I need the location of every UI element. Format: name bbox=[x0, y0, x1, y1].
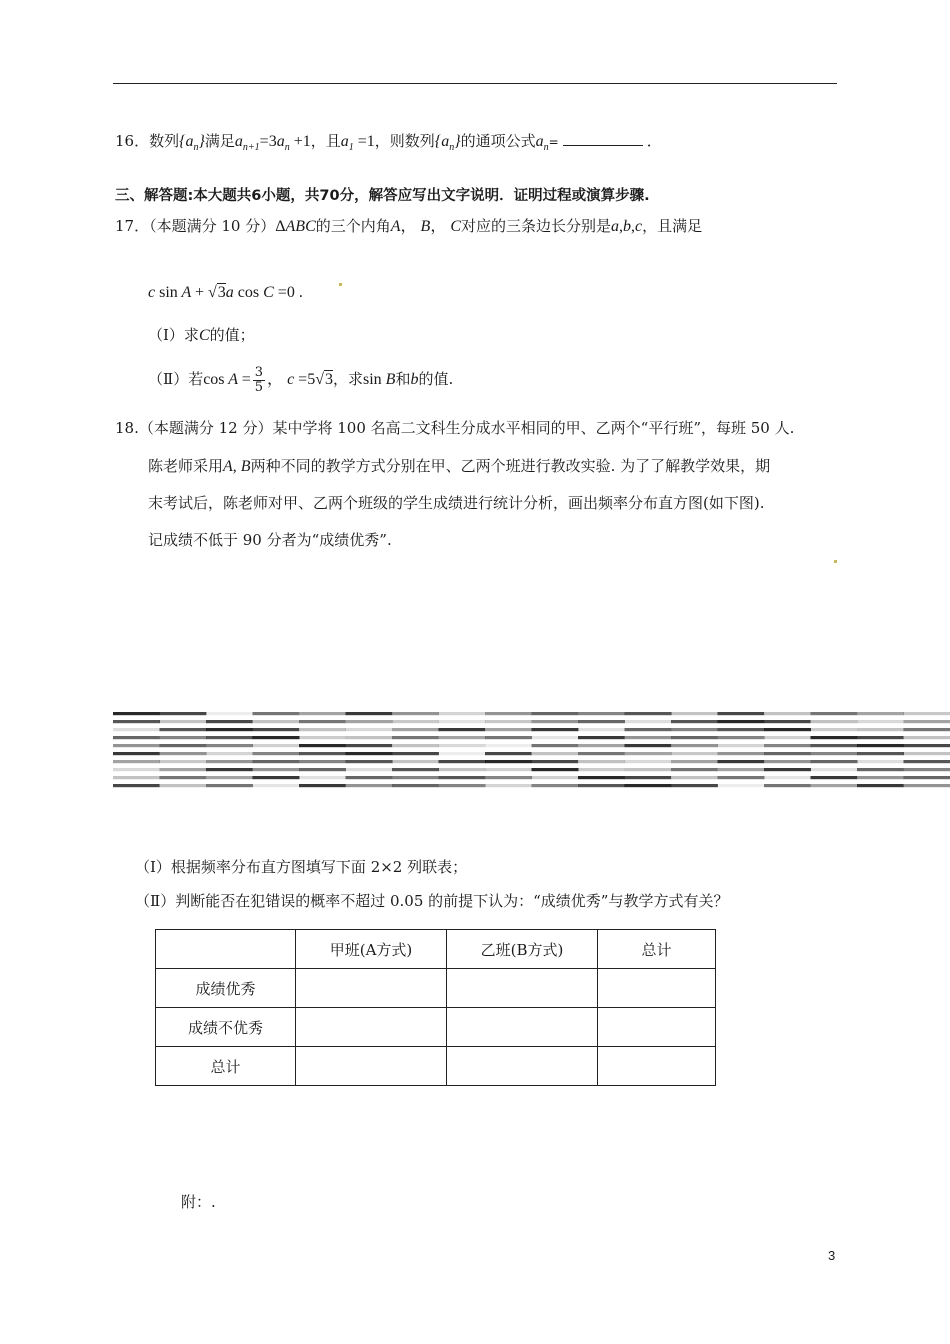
stripe-segment bbox=[532, 760, 579, 763]
stripe-segment bbox=[346, 760, 393, 763]
stripe-segment bbox=[253, 784, 300, 787]
stripe-segment bbox=[299, 712, 346, 715]
stripe-segment bbox=[532, 784, 579, 787]
stripe-segment bbox=[392, 728, 439, 731]
table-header-cell: 总计 bbox=[598, 930, 716, 969]
stray-mark bbox=[339, 283, 342, 286]
math-recurrence: $a_{n+1}=3a_n +1$ bbox=[234, 133, 311, 154]
stripe-segment bbox=[485, 776, 532, 779]
stripe-segment bbox=[299, 760, 346, 763]
stripe-segment bbox=[206, 752, 253, 755]
stripe-segment bbox=[392, 768, 439, 771]
stripe-segment bbox=[625, 712, 672, 715]
stripe-segment bbox=[113, 752, 160, 755]
stripe-segment bbox=[671, 744, 718, 747]
stripe-segment bbox=[532, 768, 579, 771]
stripe-segment bbox=[904, 752, 950, 755]
stripe-segment bbox=[764, 752, 811, 755]
table-cell[interactable] bbox=[296, 1008, 447, 1047]
question-18-line-1: 18.（本题满分 12 分）某中学将 100 名高二文科生分成水平相同的甲、乙两个“平行班”，每班 50 人. bbox=[115, 419, 795, 437]
fraction-3-5: $\frac{3}{5}$ bbox=[254, 364, 264, 395]
stripe-segment bbox=[346, 784, 393, 787]
stripe-segment bbox=[718, 784, 765, 787]
math-angles: A， B， C bbox=[390, 218, 462, 235]
stripe-segment bbox=[532, 752, 579, 755]
stripe-segment bbox=[439, 784, 486, 787]
stripe-segment bbox=[299, 736, 346, 739]
math-triangle: ΔABC bbox=[275, 218, 316, 235]
stripe-segment bbox=[253, 760, 300, 763]
stripe-segment bbox=[206, 720, 253, 723]
stripe-segment bbox=[904, 712, 950, 715]
stripe-segment bbox=[160, 768, 207, 771]
stripe-segment bbox=[485, 712, 532, 715]
stripe-segment bbox=[253, 720, 300, 723]
stripe-segment bbox=[206, 736, 253, 739]
stripe-segment bbox=[625, 728, 672, 731]
stripe-segment bbox=[904, 760, 950, 763]
stripe-segment bbox=[718, 752, 765, 755]
stripe-segment bbox=[392, 712, 439, 715]
stripe-segment bbox=[811, 712, 858, 715]
stripe-segment bbox=[625, 776, 672, 779]
stripe-segment bbox=[671, 728, 718, 731]
table-row bbox=[156, 969, 716, 1008]
math-condition: c sin A + √3a cos C =0 . bbox=[148, 284, 303, 301]
question-18-line-3: 末考试后，陈老师对甲、乙两个班级的学生成绩进行统计分析，画出频率分布直方图(如下图). bbox=[148, 494, 765, 512]
question-18-part-2: （Ⅱ）判断能否在犯错误的概率不超过 0.05 的前提下认为：“成绩优秀”与教学方式有关？ bbox=[135, 892, 729, 910]
stripe-segment bbox=[206, 728, 253, 731]
stripe-segment bbox=[578, 752, 625, 755]
stripe-segment bbox=[253, 752, 300, 755]
stripe-segment bbox=[485, 744, 532, 747]
stripe-segment bbox=[811, 784, 858, 787]
stripe-segment bbox=[625, 784, 672, 787]
stripe-segment bbox=[625, 768, 672, 771]
stripe-segment bbox=[578, 728, 625, 731]
table-cell[interactable] bbox=[296, 1047, 447, 1086]
stripe-segment bbox=[206, 768, 253, 771]
question-17: 17．（本题满分 10 分）ΔABC的三个内角A， B， C对应的三条边长分别是a,b,c，且满足 bbox=[115, 217, 703, 235]
math-seq: $\{a_n\}$ bbox=[179, 133, 205, 154]
question-18-part-1: （Ⅰ）根据频率分布直方图填写下面 2×2 列联表； bbox=[135, 858, 468, 876]
stripe-segment bbox=[625, 744, 672, 747]
contingency-table bbox=[155, 929, 716, 1086]
stripe-segment bbox=[160, 720, 207, 723]
stripe-segment bbox=[485, 736, 532, 739]
stripe-segment bbox=[718, 744, 765, 747]
stripe-segment bbox=[718, 720, 765, 723]
stripe-segment bbox=[206, 776, 253, 779]
stripe-segment bbox=[160, 744, 207, 747]
stripe-segment bbox=[718, 736, 765, 739]
stray-mark-2 bbox=[834, 560, 837, 563]
row-label: 成绩优秀 bbox=[156, 969, 296, 1008]
appendix-label: 附：. bbox=[181, 1193, 216, 1211]
stripe-segment bbox=[857, 720, 904, 723]
stripe-segment bbox=[811, 776, 858, 779]
stripe-segment bbox=[764, 720, 811, 723]
stripe-segment bbox=[671, 720, 718, 723]
stripe-segment bbox=[857, 760, 904, 763]
stripe-segment bbox=[160, 728, 207, 731]
stripe-segment bbox=[392, 776, 439, 779]
math-seq-2: $\{a_n\}$ bbox=[434, 133, 461, 154]
stripe-segment bbox=[206, 744, 253, 747]
stripe-segment bbox=[392, 752, 439, 755]
stripe-segment bbox=[904, 776, 950, 779]
table-cell[interactable] bbox=[447, 1008, 598, 1047]
section-heading: 三、解答题:本大题共6小题，共70分，解答应写出文字说明．证明过程或演算步骤. bbox=[115, 188, 650, 204]
stripe-segment bbox=[206, 712, 253, 715]
stripe-segment bbox=[671, 768, 718, 771]
stripe-segment bbox=[857, 768, 904, 771]
stripe-segment bbox=[113, 768, 160, 771]
table-cell[interactable] bbox=[598, 1008, 716, 1047]
stripe-segment bbox=[904, 720, 950, 723]
table-cell[interactable] bbox=[447, 969, 598, 1008]
stripe-segment bbox=[346, 776, 393, 779]
stripe-segment bbox=[485, 784, 532, 787]
stripe-segment bbox=[578, 784, 625, 787]
stripe-segment bbox=[857, 712, 904, 715]
stripe-segment bbox=[671, 760, 718, 763]
stripe-segment bbox=[346, 752, 393, 755]
stripe-segment bbox=[532, 720, 579, 723]
stripe-segment bbox=[392, 744, 439, 747]
stripe-segment bbox=[485, 760, 532, 763]
stripe-segment bbox=[206, 784, 253, 787]
stripe-segment bbox=[764, 768, 811, 771]
stripe-segment bbox=[764, 728, 811, 731]
stripe-segment bbox=[253, 744, 300, 747]
table-row bbox=[156, 1008, 716, 1047]
stripe-segment bbox=[671, 736, 718, 739]
stripe-segment bbox=[346, 768, 393, 771]
stripe-segment bbox=[718, 760, 765, 763]
math-an: $a_n$ bbox=[535, 133, 549, 154]
stripe-segment bbox=[764, 776, 811, 779]
stripe-segment bbox=[253, 736, 300, 739]
stripe-segment bbox=[764, 760, 811, 763]
stripe-segment bbox=[439, 768, 486, 771]
stripe-segment bbox=[811, 760, 858, 763]
stripe-segment bbox=[253, 712, 300, 715]
stripe-segment bbox=[160, 776, 207, 779]
stripe-segment bbox=[113, 784, 160, 787]
stripe-segment bbox=[439, 720, 486, 723]
stripe-segment bbox=[718, 712, 765, 715]
stripe-segment bbox=[439, 736, 486, 739]
stripe-segment bbox=[113, 776, 160, 779]
stripe-segment bbox=[811, 736, 858, 739]
stripe-segment bbox=[578, 712, 625, 715]
stripe-segment bbox=[811, 744, 858, 747]
stripe-segment bbox=[625, 760, 672, 763]
stripe-segment bbox=[485, 752, 532, 755]
stripe-segment bbox=[113, 760, 160, 763]
stripe-segment bbox=[671, 776, 718, 779]
stripe-segment bbox=[160, 784, 207, 787]
stripe-segment bbox=[811, 752, 858, 755]
stripe-segment bbox=[904, 768, 950, 771]
stripe-segment bbox=[160, 736, 207, 739]
table-header-row bbox=[156, 930, 716, 969]
stripe-segment bbox=[904, 744, 950, 747]
table-row bbox=[156, 1047, 716, 1086]
stripe-segment bbox=[160, 760, 207, 763]
stripe-segment bbox=[904, 736, 950, 739]
stripe-segment bbox=[113, 728, 160, 731]
stripe-segment bbox=[346, 720, 393, 723]
stripe-segment bbox=[625, 752, 672, 755]
stripe-segment bbox=[857, 776, 904, 779]
stripe-segment bbox=[857, 736, 904, 739]
stripe-segment bbox=[113, 744, 160, 747]
stripe-segment bbox=[857, 784, 904, 787]
table-cell[interactable] bbox=[296, 969, 447, 1008]
stripe-segment bbox=[718, 768, 765, 771]
stripe-segment bbox=[299, 728, 346, 731]
stripe-segment bbox=[439, 744, 486, 747]
stripe-segment bbox=[904, 784, 950, 787]
stripe-segment bbox=[764, 784, 811, 787]
stripe-segment bbox=[532, 776, 579, 779]
stripe-segment bbox=[578, 720, 625, 723]
stripe-segment bbox=[764, 744, 811, 747]
row-label: 成绩不优秀 bbox=[156, 1008, 296, 1047]
stripe-segment bbox=[532, 744, 579, 747]
table-header-cell: 甲班(A方式) bbox=[296, 930, 447, 969]
math-sides: a,b,c bbox=[611, 218, 643, 235]
stripe-segment bbox=[625, 736, 672, 739]
question-18-line-2: 陈老师采用A, B两种不同的教学方式分别在甲、乙两个班进行教改实验. 为了了解教学效果，期 bbox=[148, 457, 771, 475]
stripe-segment bbox=[811, 728, 858, 731]
stripe-segment bbox=[625, 720, 672, 723]
stripe-segment bbox=[439, 752, 486, 755]
stripe-segment bbox=[299, 784, 346, 787]
stripe-segment bbox=[578, 736, 625, 739]
question-18-line-4: 记成绩不低于 90 分者为“成绩优秀”. bbox=[148, 531, 392, 549]
stripe-segment bbox=[485, 728, 532, 731]
page-number: 3 bbox=[828, 1248, 836, 1263]
question-17-part-1: （Ⅰ）求C的值； bbox=[148, 326, 255, 344]
table-header-cell bbox=[156, 930, 296, 969]
stripe-segment bbox=[346, 712, 393, 715]
stripe-segment bbox=[578, 760, 625, 763]
stripe-segment bbox=[532, 712, 579, 715]
stripe-segment bbox=[764, 736, 811, 739]
stripe-segment bbox=[764, 712, 811, 715]
stripe-segment bbox=[206, 760, 253, 763]
stripe-segment bbox=[113, 720, 160, 723]
stripe-segment bbox=[299, 720, 346, 723]
stripe-segment bbox=[439, 776, 486, 779]
math-initial: $a_1 =1$ bbox=[340, 133, 375, 154]
answer-blank[interactable] bbox=[563, 145, 643, 146]
stripe-segment bbox=[253, 776, 300, 779]
table-cell[interactable] bbox=[598, 1047, 716, 1086]
stripe-segment bbox=[811, 720, 858, 723]
stripe-segment bbox=[299, 744, 346, 747]
stripe-segment bbox=[113, 736, 160, 739]
table-header-cell: 乙班(B方式) bbox=[447, 930, 598, 969]
stripe-segment bbox=[392, 736, 439, 739]
stripe-segment bbox=[671, 712, 718, 715]
stripe-segment bbox=[346, 728, 393, 731]
row-label: 总计 bbox=[156, 1047, 296, 1086]
stripe-segment bbox=[578, 768, 625, 771]
stripe-segment bbox=[671, 784, 718, 787]
histogram-image bbox=[113, 711, 950, 791]
stripe-segment bbox=[299, 752, 346, 755]
stripe-segment bbox=[346, 736, 393, 739]
header-rule bbox=[113, 83, 837, 84]
stripe-segment bbox=[671, 752, 718, 755]
stripe-segment bbox=[857, 752, 904, 755]
stripe-segment bbox=[392, 720, 439, 723]
stripe-segment bbox=[857, 728, 904, 731]
stripe-segment bbox=[857, 744, 904, 747]
stripe-segment bbox=[811, 768, 858, 771]
table-cell[interactable] bbox=[447, 1047, 598, 1086]
stripe-segment bbox=[532, 728, 579, 731]
stripe-segment bbox=[439, 712, 486, 715]
stripe-segment bbox=[253, 728, 300, 731]
stripe-segment bbox=[485, 720, 532, 723]
question-17-part-2: （Ⅱ）若cos A = $\frac{3}{5}$ ， c =5√3，求sin B和b的值. bbox=[148, 364, 454, 395]
stripe-segment bbox=[299, 768, 346, 771]
table-cell[interactable] bbox=[598, 969, 716, 1008]
stripe-segment bbox=[718, 728, 765, 731]
stripe-segment bbox=[578, 744, 625, 747]
stripe-segment bbox=[904, 728, 950, 731]
stripe-segment bbox=[718, 776, 765, 779]
stripe-segment bbox=[392, 784, 439, 787]
stripe-segment bbox=[439, 760, 486, 763]
stripe-segment bbox=[253, 768, 300, 771]
stripe-segment bbox=[160, 752, 207, 755]
stripe-segment bbox=[578, 776, 625, 779]
stripe-segment bbox=[392, 760, 439, 763]
question-16: 16．数列$\{a_n\}$满足$a_{n+1}=3a_n +1$，且$a_1 =1$，则数列$\{a_n\}$的通项公式$a_n=$ ． bbox=[115, 132, 662, 154]
stripe-segment bbox=[160, 712, 207, 715]
stripe-segment bbox=[485, 768, 532, 771]
stripe-segment bbox=[439, 728, 486, 731]
stripe-segment bbox=[346, 744, 393, 747]
stripe-segment bbox=[299, 776, 346, 779]
stripe-segment bbox=[532, 736, 579, 739]
stripe-segment bbox=[113, 712, 160, 715]
